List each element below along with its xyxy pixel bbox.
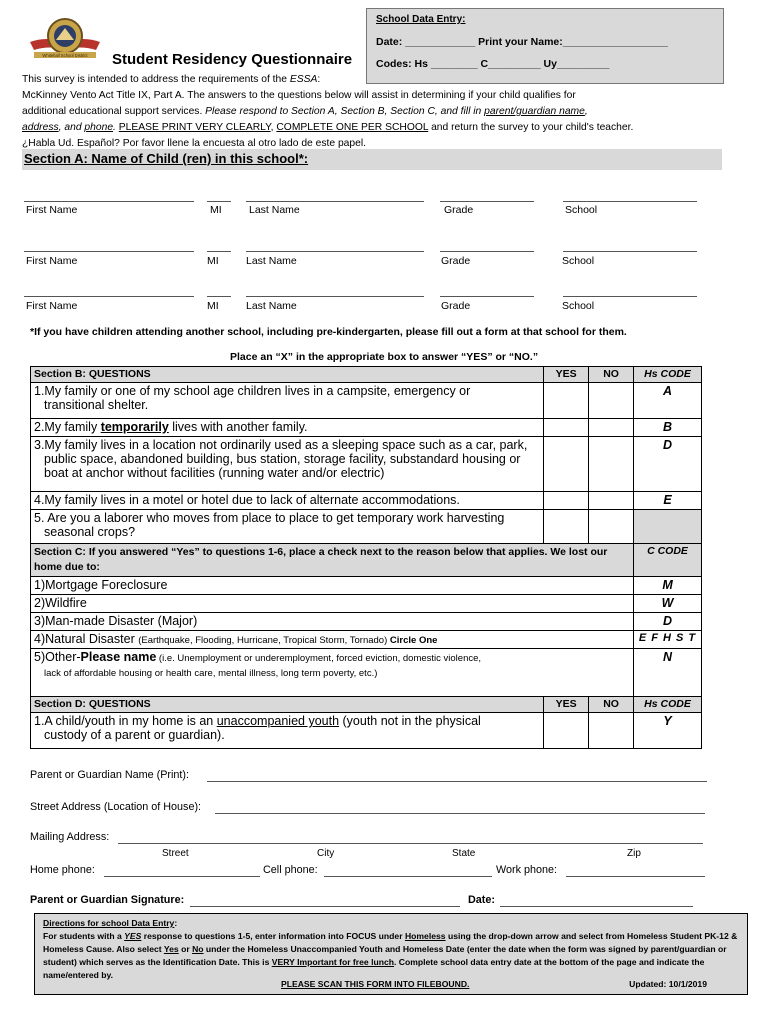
question-row-4: 4.My family lives in a motel or hotel due to lack of alternate accommodations. E — [31, 492, 702, 510]
first-name-label: First Name — [26, 204, 78, 216]
mi-label: MI — [210, 204, 222, 216]
reason-row-1[interactable]: 1)Mortgage Foreclosure M — [31, 577, 702, 595]
state-sublabel: State — [452, 848, 476, 859]
directions-text: For students with a YES response to questions 1-5, enter information into FOCUS under Homeless using the drop-down arrow and select from Homeless Student PK-12 & Homeless Cause. Also select Yes or No under the Homeless Unaccompanied Youth and Homeless Date (enter the date when the form was signed by parent/guardian or student) which serves as the Identification Date. This is VERY Important for free lunch. Complete school data entry date at the bottom of the page and indicate the name/entered by. — [43, 931, 738, 980]
last-name-label: Last Name — [246, 300, 297, 312]
parent-name-field[interactable] — [207, 781, 707, 782]
c-code-header: C CODE — [634, 544, 702, 577]
q4-code: E — [634, 492, 702, 510]
first-name-label: First Name — [26, 300, 78, 312]
q3-code: D — [634, 437, 702, 492]
yes-header: YES — [544, 367, 589, 383]
d-yes-header: YES — [544, 697, 589, 713]
q1-no-box[interactable] — [589, 383, 634, 419]
district-logo — [26, 12, 104, 68]
school-data-codes-line[interactable]: Codes: Hs ________ C_________ Uy_________ — [376, 58, 610, 70]
question-row-1: 1.My family or one of my school age children lives in a campsite, emergency or transitional shelter. A — [31, 383, 702, 419]
signature-date-label: Date: — [468, 894, 495, 906]
zip-sublabel: Zip — [627, 848, 641, 859]
other-school-note: *If you have children attending another school, including pre-kindergarten, please fill out a form at that school for them. — [30, 326, 627, 338]
d1-no-box[interactable] — [589, 713, 634, 749]
school-label: School — [562, 300, 595, 312]
question-d-row-1: 1.A child/youth in my home is an unaccompanied youth (youth not in the physical custody of a parent or guardian). Y — [31, 713, 702, 749]
section-d-header: Section D: QUESTIONS — [31, 697, 544, 713]
mailing-address-label: Mailing Address: — [30, 831, 110, 843]
home-phone-label: Home phone: — [30, 864, 95, 876]
grade-label: Grade — [444, 204, 474, 216]
intro-text: This survey is intended to address the requirements of the ESSA: McKinney Vento Act Title IX, Part A. The answers to the questions below will assist in determining if your child qualifies for additional educational support services. Please respond to Section A, Section B, Section C, and fill in parent/guardian name, address, and phone. PLEASE PRINT VERY CLEARLY, COMPLETE ONE PER SCHOOL and return the survey to your child's teacher. ¿Habla Ud. Español? Por favor llene la encuesta al otro lado de este papel. — [22, 74, 634, 149]
grade-label: Grade — [441, 255, 471, 267]
q5-no-box[interactable] — [589, 510, 634, 544]
q2-no-box[interactable] — [589, 419, 634, 437]
mi-label: MI — [207, 300, 219, 312]
school-label: School — [562, 255, 595, 267]
r1-code: M — [634, 577, 702, 595]
question-row-3: 3.My family lives in a location not ordinarily used as a sleeping space such as a car, park, public space, abandoned building, bus station, storage facility, substandard housing orboat at anchor without facilities (running water and/or electric) D — [31, 437, 702, 492]
parent-name-label: Parent or Guardian Name (Print): — [30, 769, 190, 781]
d1-yes-box[interactable] — [544, 713, 589, 749]
r3-code: D — [634, 613, 702, 631]
section-a-header: Section A: Name of Child (ren) in this school*: — [22, 149, 722, 170]
last-name-label: Last Name — [246, 255, 297, 267]
last-name-label: Last Name — [249, 204, 300, 216]
signature-field[interactable] — [190, 906, 460, 907]
q3-no-box[interactable] — [589, 437, 634, 492]
q4-no-box[interactable] — [589, 492, 634, 510]
form-title: Student Residency Questionnaire — [112, 51, 353, 68]
r2-code: W — [634, 595, 702, 613]
scan-instruction: PLEASE SCAN THIS FORM INTO FILEBOUND. — [281, 979, 470, 989]
q1-code: A — [634, 383, 702, 419]
city-sublabel: City — [317, 848, 335, 859]
q5-yes-box[interactable] — [544, 510, 589, 544]
first-name-label: First Name — [26, 255, 78, 267]
signature-label: Parent or Guardian Signature: — [30, 894, 185, 906]
grade-label: Grade — [441, 300, 471, 312]
q3-yes-box[interactable] — [544, 437, 589, 492]
reason-row-5[interactable]: 5)Other-Please name (i.e. Unemployment or underemployment, forced eviction, domestic violence, lack of affordable housing or health care, mental illness, long term poverty, etc.) N — [31, 649, 702, 697]
directions-heading: Directions for school Data Entry — [43, 918, 175, 928]
school-label: School — [565, 204, 598, 216]
q2-yes-box[interactable] — [544, 419, 589, 437]
q2-code: B — [634, 419, 702, 437]
q1-yes-box[interactable] — [544, 383, 589, 419]
updated-date: Updated: 10/1/2019 — [629, 979, 707, 989]
no-header: NO — [589, 367, 634, 383]
place-x-instruction: Place an “X” in the appropriate box to answer “YES” or “NO.” — [230, 351, 539, 363]
d1-code: Y — [634, 713, 702, 749]
reason-row-2[interactable]: 2)Wildfire W — [31, 595, 702, 613]
q5-code-empty — [634, 510, 702, 544]
logo-text: Whitehall School District — [42, 52, 88, 58]
school-data-heading: School Data Entry: — [376, 14, 466, 25]
r5-code: N — [634, 649, 702, 697]
street-address-field[interactable] — [215, 813, 705, 814]
question-row-2: 2.My family temporarily lives with another family. B — [31, 419, 702, 437]
d-hs-code-header: Hs CODE — [634, 697, 702, 713]
section-b-header: Section B: QUESTIONS — [31, 367, 544, 383]
signature-date-field[interactable] — [500, 906, 693, 907]
mailing-address-field[interactable] — [118, 843, 703, 844]
reason-row-3[interactable]: 3)Man-made Disaster (Major) D — [31, 613, 702, 631]
questions-table — [30, 366, 702, 749]
street-address-label: Street Address (Location of House): — [30, 801, 202, 813]
reason-row-4[interactable]: 4)Natural Disaster (Earthquake, Flooding, Hurricane, Tropical Storm, Tornado) Circle One E F H S T — [31, 631, 702, 649]
street-sublabel: Street — [162, 848, 189, 859]
cell-phone-field[interactable] — [324, 876, 492, 877]
work-phone-label: Work phone: — [496, 864, 558, 876]
question-row-5: 5. Are you a laborer who moves from place to place to get temporary work harvesting seasonal crops? — [31, 510, 702, 544]
cell-phone-label: Cell phone: — [263, 864, 318, 876]
r4-code: E F H S T — [634, 631, 702, 649]
directions-box: Directions for school Data Entry: For students with a YES response to questions 1-5, enter information into FOCUS under Homeless using the drop-down arrow and select from Homeless Student PK-12 & Homeless Cause. Also select Yes or No under the Homeless Unaccompanied Youth and Homeless Date (enter the date when the form was signed by parent/guardian or student) which serves as the Identification Date. This is VERY Important for free lunch. Complete school data entry date at the bottom of the page and indicate the name/entered by. PLEASE SCAN THIS FORM INTO FILEBOUND. Updated: 10/1/2019 — [34, 913, 748, 995]
hs-code-header: Hs CODE — [634, 367, 702, 383]
school-data-date-line[interactable]: Date: ____________ Print your Name:__________________ — [376, 36, 668, 48]
work-phone-field[interactable] — [566, 876, 705, 877]
mi-label: MI — [207, 255, 219, 267]
home-phone-field[interactable] — [104, 876, 260, 877]
d-no-header: NO — [589, 697, 634, 713]
section-c-header: Section C: If you answered “Yes” to questions 1-6, place a check next to the reason below that applies. We lost our home due to: — [31, 544, 634, 577]
q4-yes-box[interactable] — [544, 492, 589, 510]
